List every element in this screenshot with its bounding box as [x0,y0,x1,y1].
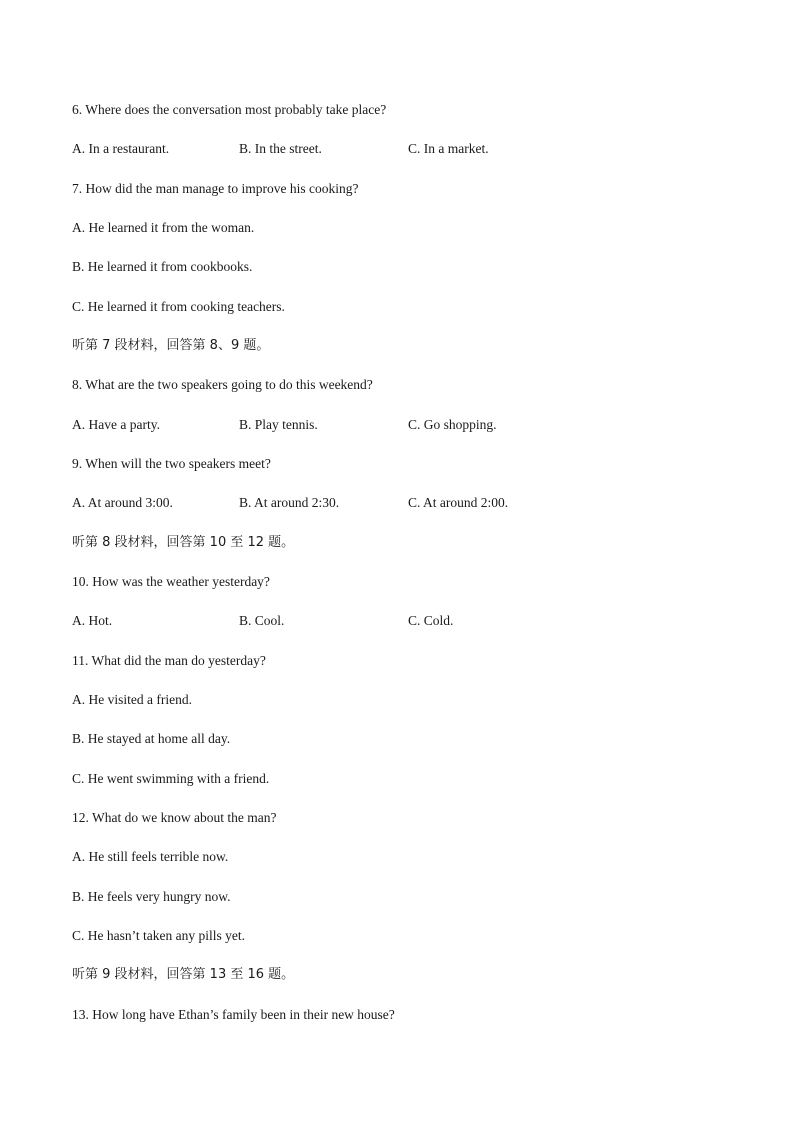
question-7: 7. How did the man manage to improve his cooking? [72,181,359,196]
question-10-option-c: C. Cold. [408,613,454,628]
question-12: 12. What do we know about the man? [72,810,277,825]
question-7-option-a: A. He learned it from the woman. [72,220,255,235]
section-heading-9: 听第 9 段材料，回答第 13 至 16 题。 [72,967,295,982]
section-heading-8: 听第 8 段材料，回答第 10 至 12 题。 [72,535,295,550]
question-10-option-b: B. Cool. [239,613,285,628]
question-7-option-c: C. He learned it from cooking teachers. [72,299,285,314]
question-12-option-a: A. He still feels terrible now. [72,849,229,864]
question-11: 11. What did the man do yesterday? [72,653,266,668]
question-6: 6. Where does the conversation most probably take place? [72,102,387,117]
question-6-option-b: B. In the street. [239,141,322,156]
question-11-option-c: C. He went swimming with a friend. [72,771,270,786]
question-9: 9. When will the two speakers meet? [72,456,271,471]
question-13: 13. How long have Ethan’s family been in their new house? [72,1007,395,1022]
question-8-option-c: C. Go shopping. [408,417,497,432]
question-12-option-b: B. He feels very hungry now. [72,889,231,904]
question-10: 10. How was the weather yesterday? [72,574,270,589]
question-9-option-a: A. At around 3:00. [72,495,173,510]
question-8-option-a: A. Have a party. [72,417,160,432]
question-10-option-a: A. Hot. [72,613,113,628]
question-9-option-b: B. At around 2:30. [239,495,340,510]
section-heading-7: 听第 7 段材料，回答第 8、9 题。 [72,338,270,353]
question-6-option-c: C. In a market. [408,141,489,156]
question-9-option-c: C. At around 2:00. [408,495,509,510]
question-8-option-b: B. Play tennis. [239,417,318,432]
question-8: 8. What are the two speakers going to do this weekend? [72,377,373,392]
question-12-option-c: C. He hasn’t taken any pills yet. [72,928,245,943]
question-7-option-b: B. He learned it from cookbooks. [72,259,253,274]
question-6-option-a: A. In a restaurant. [72,141,170,156]
question-11-option-a: A. He visited a friend. [72,692,192,707]
question-11-option-b: B. He stayed at home all day. [72,731,231,746]
